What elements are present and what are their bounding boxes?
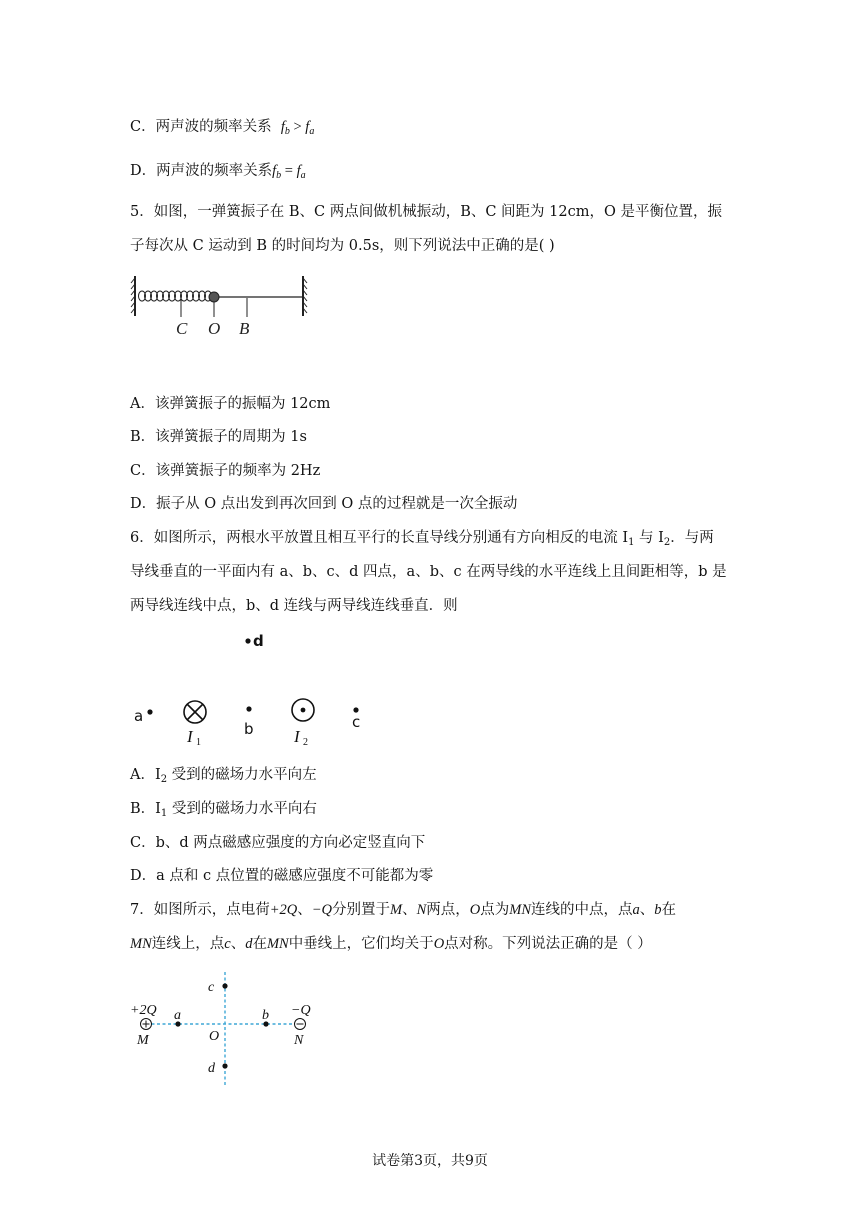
label-i2: I — [294, 727, 300, 746]
q6-stem-line2: 导线垂直的一平面内有 a、b、c、d 四点，a、b、c 在两导线的水平连线上且间距相等，b 是 — [130, 564, 727, 580]
label-o: O — [208, 319, 221, 338]
point-charges-figure — [128, 970, 338, 1090]
q5-stem-line2: 子每次从 C 运动到 B 的时间均为 0.5s，则下列说法中正确的是( ) — [130, 238, 555, 254]
label-a: a — [134, 707, 144, 725]
svg-text:1: 1 — [196, 737, 201, 746]
q6-option-d: D．a 点和 c 点位置的磁感应强度不可能都为零 — [130, 868, 434, 884]
q6-stem-line1: 6．如图所示，两根水平放置且相互平行的长直导线分别通有方向相反的电流 $I_1$ 与 $I_2$．与两 — [130, 530, 714, 548]
q5-option-d: D．振子从 O 点出发到再次回到 O 点的过程就是一次全振动 — [130, 496, 518, 512]
label-i1: I — [187, 727, 193, 746]
parallel-wires-figure — [130, 626, 380, 746]
label-d: d — [208, 1061, 215, 1076]
q5-option-b: B．该弹簧振子的周期为 1s — [130, 429, 307, 445]
q7-stem-line1: 7．如图所示，点电荷+2Q、−Q分别置于M、N两点，O点为MN连线的中点，点a、b在 — [130, 902, 677, 918]
q4-option-c: C．两声波的频率关系 $f_b > f_a$ — [130, 119, 315, 137]
label-plus-2q: +2Q — [130, 1003, 157, 1018]
label-b: b — [262, 1008, 269, 1023]
spring-oscillator-figure — [130, 270, 330, 342]
q5-stem-line1: 5．如图，一弹簧振子在 B、C 两点间做机械振动，B、C 间距为 12cm，O 是平衡位置，振 — [130, 204, 722, 220]
label-m: M — [137, 1033, 149, 1048]
label-c: c — [208, 980, 215, 995]
positive-charge-icon — [141, 1019, 152, 1030]
q6-option-c: C．b、d 两点磁感应强度的方向必定竖直向下 — [130, 835, 426, 851]
q4-option-d: D．两声波的频率关系$f_b = f_a$ — [130, 163, 306, 181]
label-b: b — [244, 720, 254, 738]
current-into-page-icon — [184, 701, 206, 723]
label-c: C — [176, 319, 188, 338]
svg-text:2: 2 — [303, 737, 308, 746]
label-n: N — [294, 1033, 304, 1048]
label-c: c — [352, 713, 361, 731]
negative-charge-icon — [295, 1019, 306, 1030]
q6-stem-line3: 两导线连线中点，b、d 连线与两导线连线垂直．则 — [130, 598, 458, 614]
label-b: B — [239, 319, 250, 338]
q5-option-a: A．该弹簧振子的振幅为 12cm — [130, 396, 331, 412]
label-o: O — [209, 1029, 220, 1044]
label-a: a — [174, 1008, 181, 1023]
label-minus-q: −Q — [291, 1003, 311, 1018]
q5-option-c: C．该弹簧振子的频率为 2Hz — [130, 463, 321, 479]
q7-stem-line2: MN连线上，点c、d在MN中垂线上，它们均关于O点对称。下列说法正确的是（ ） — [130, 936, 652, 952]
label-d: d — [253, 632, 264, 650]
q6-option-b: B．$I_1$ 受到的磁场力水平向右 — [130, 801, 317, 819]
current-out-of-page-icon — [292, 699, 314, 721]
page-footer: 试卷第3页，共9页 — [372, 1153, 488, 1169]
q6-option-a: A．$I_2$ 受到的磁场力水平向左 — [130, 767, 317, 785]
